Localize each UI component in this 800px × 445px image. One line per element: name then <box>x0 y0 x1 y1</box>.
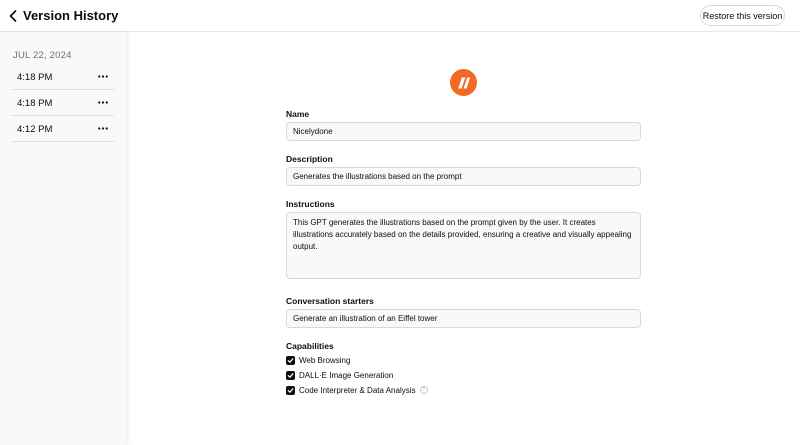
capability-web-browsing <box>286 355 350 365</box>
instructions-label: Instructions <box>286 199 335 209</box>
description-input[interactable] <box>286 167 641 186</box>
check-icon <box>287 357 294 364</box>
version-date-label: JUL 22, 2024 <box>13 50 72 61</box>
version-item[interactable] <box>12 90 114 116</box>
conversation-starter-input[interactable] <box>286 309 641 328</box>
description-label: Description <box>286 154 333 164</box>
name-input[interactable] <box>286 122 641 141</box>
capability-label: Web Browsing <box>299 355 351 365</box>
check-icon <box>287 372 294 379</box>
conversation-starters-label: Conversation starters <box>286 296 374 306</box>
version-item[interactable] <box>12 64 114 90</box>
version-item[interactable] <box>12 116 114 142</box>
instructions-textarea[interactable] <box>286 212 641 279</box>
capability-label: DALL·E Image Generation <box>299 370 394 380</box>
capabilities-label: Capabilities <box>286 341 334 351</box>
capability-label: Code Interpreter & Data Analysis <box>299 385 416 395</box>
web-browsing-checkbox[interactable] <box>286 356 295 365</box>
gpt-logo-icon <box>450 69 477 96</box>
capability-dalle <box>286 370 393 380</box>
header <box>0 0 800 32</box>
version-time: 4:12 PM <box>17 124 53 135</box>
help-circle-icon[interactable]: ? <box>420 386 428 394</box>
check-icon <box>287 387 294 394</box>
more-horizontal-icon[interactable] <box>98 75 108 78</box>
chevron-left-icon <box>9 10 17 22</box>
capability-code-interpreter <box>286 385 428 395</box>
restore-version-button[interactable]: Restore this version <box>700 5 785 26</box>
dalle-checkbox[interactable] <box>286 371 295 380</box>
version-time: 4:18 PM <box>17 98 53 109</box>
version-time: 4:18 PM <box>17 72 53 83</box>
name-label: Name <box>286 109 310 119</box>
page-title: Version History <box>23 8 119 23</box>
more-horizontal-icon[interactable] <box>98 127 108 130</box>
back-button[interactable] <box>6 8 20 24</box>
code-interpreter-checkbox[interactable] <box>286 386 295 395</box>
more-horizontal-icon[interactable] <box>98 101 108 104</box>
